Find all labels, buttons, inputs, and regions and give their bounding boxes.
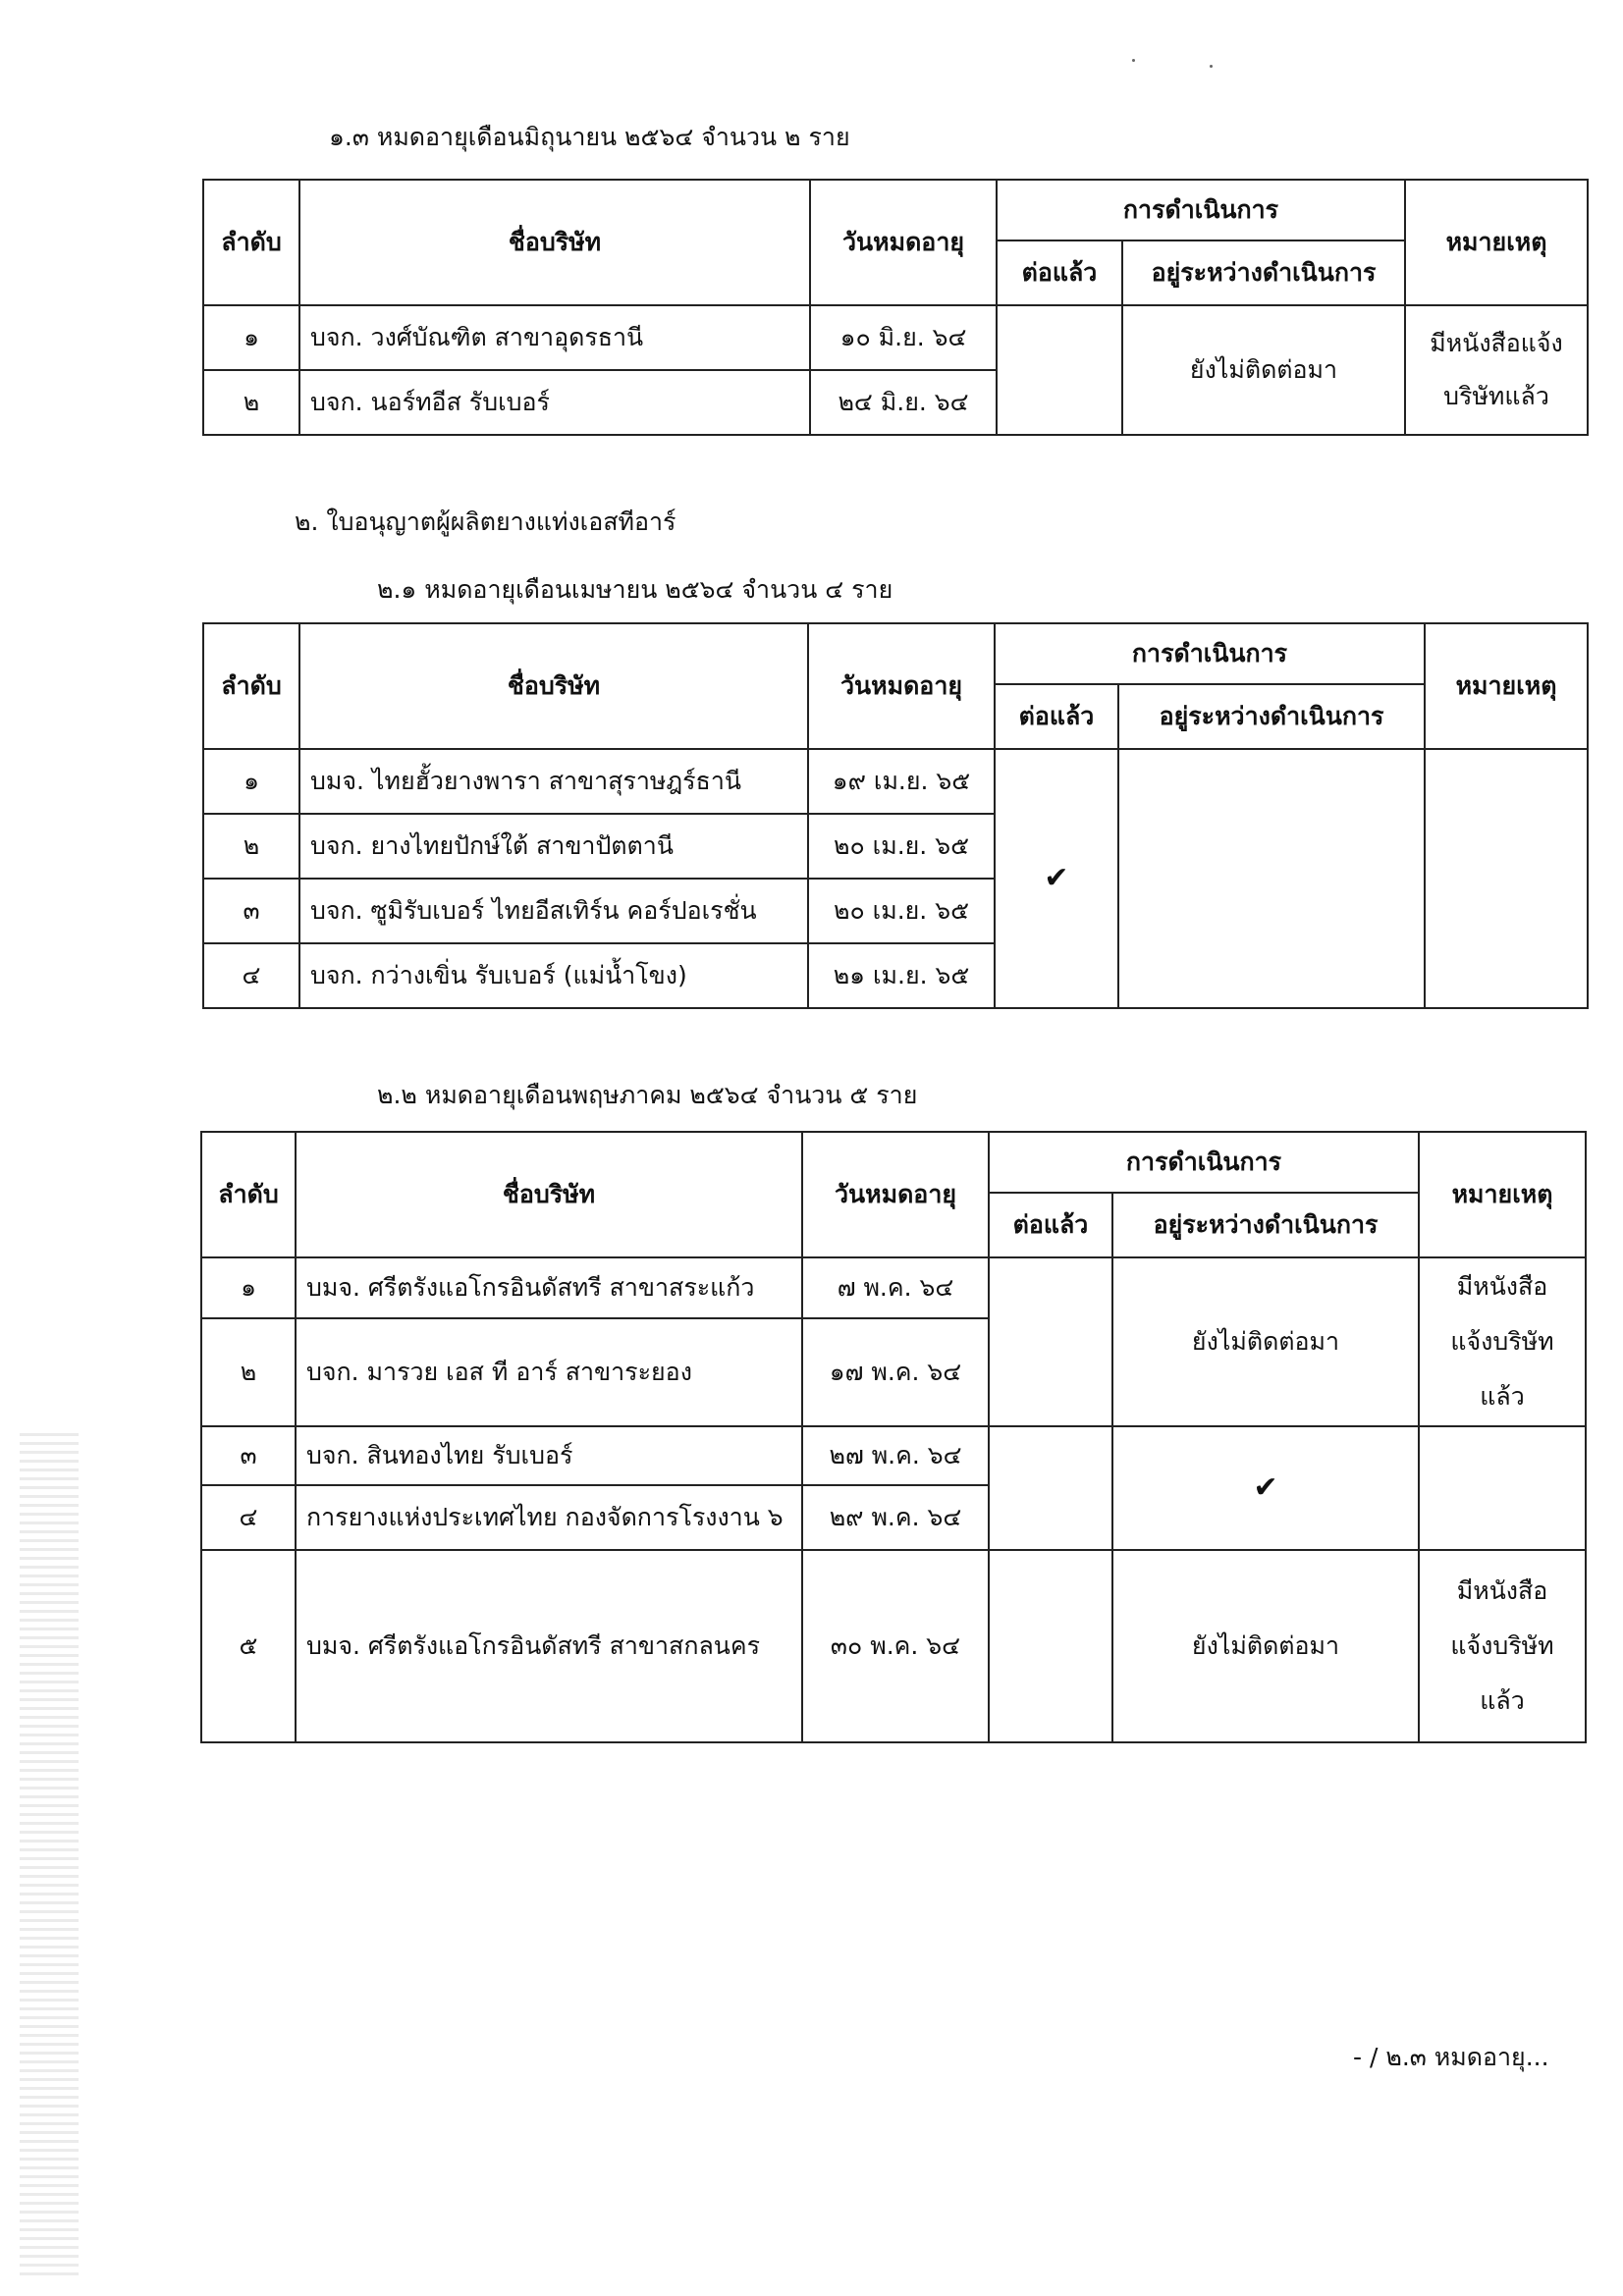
check-mark-icon: ✔ [1253, 1470, 1278, 1505]
row-expiry: ๒๙ พ.ค. ๖๔ [802, 1485, 989, 1550]
renewed-cell [989, 1550, 1112, 1742]
row-company: บจก. วงศ์บัณฑิต สาขาอุดรธานี [299, 305, 810, 370]
remark-line: แจ้งบริษัท [1450, 1327, 1554, 1356]
row-company: บจก. ซูมิรับเบอร์ ไทยอีสเทิร์น คอร์ปอเรชั่น [299, 879, 808, 943]
remark-line: มีหนังสือ [1456, 1272, 1548, 1301]
row-company: บมจ. ศรีตรังแอโกรอินดัสทรี สาขาสระแก้ว [296, 1257, 802, 1318]
row-no: ๒ [203, 814, 299, 879]
header-action: การดำเนินการ [995, 623, 1425, 684]
renewed-cell [997, 305, 1122, 435]
row-no: ๔ [201, 1485, 296, 1550]
section-2-heading: ๒. ใบอนุญาตผู้ผลิตยางแท่งเอสทีอาร์ [295, 507, 676, 536]
row-no: ๑ [201, 1257, 296, 1318]
row-no: ๔ [203, 943, 299, 1008]
header-in-progress: อยู่ระหว่างดำเนินการ [1112, 1193, 1419, 1257]
row-expiry: ๑๗ พ.ค. ๖๔ [802, 1318, 989, 1426]
header-action: การดำเนินการ [997, 180, 1405, 240]
row-company: บจก. กว่างเขิ่น รับเบอร์ (แม่น้ำโขง) [299, 943, 808, 1008]
in-progress-cell [1118, 749, 1425, 1008]
page-continuation-note: - / ๒.๓ หมดอายุ... [1353, 2043, 1549, 2071]
header-in-progress: อยู่ระหว่างดำเนินการ [1122, 240, 1405, 305]
header-no: ลำดับ [203, 623, 299, 749]
row-company: บมจ. ศรีตรังแอโกรอินดัสทรี สาขาสกลนคร [296, 1550, 802, 1742]
check-mark-icon: ✔ [1044, 861, 1069, 895]
row-company: บจก. ยางไทยปักษ์ใต้ สาขาปัตตานี [299, 814, 808, 879]
header-expiry: วันหมดอายุ [810, 180, 997, 305]
in-progress-cell: ยังไม่ติดต่อมา [1112, 1550, 1419, 1742]
remark-line: บริษัทแล้ว [1443, 382, 1549, 410]
header-expiry: วันหมดอายุ [808, 623, 995, 749]
header-company: ชื่อบริษัท [299, 623, 808, 749]
remark-line: มีหนังสือแจ้ง [1430, 329, 1563, 357]
row-no: ๑ [203, 749, 299, 814]
row-expiry: ๒๑ เม.ย. ๖๕ [808, 943, 995, 1008]
remark-cell [1419, 1426, 1586, 1550]
table-row [201, 1550, 1586, 1742]
renewed-cell [995, 749, 1118, 1008]
row-no: ๓ [203, 879, 299, 943]
remark-line: แล้ว [1480, 1382, 1525, 1411]
row-expiry: ๒๐ เม.ย. ๖๕ [808, 814, 995, 879]
row-no: ๒ [201, 1318, 296, 1426]
table-may-2564 [200, 1131, 1587, 1743]
table-row [203, 305, 1588, 370]
section-1-3-heading: ๑.๓ หมดอายุเดือนมิถุนายน ๒๕๖๔ จำนวน ๒ ราย [329, 123, 850, 151]
row-expiry: ๒๗ พ.ค. ๖๔ [802, 1426, 989, 1485]
scan-edge-noise [20, 1433, 79, 2277]
table-row [203, 749, 1588, 814]
header-no: ลำดับ [201, 1132, 296, 1257]
row-expiry: ๑๐ มิ.ย. ๖๔ [810, 305, 997, 370]
header-renewed: ต่อแล้ว [995, 684, 1118, 749]
table-row [201, 1426, 1586, 1485]
row-expiry: ๗ พ.ค. ๖๔ [802, 1257, 989, 1318]
header-expiry: วันหมดอายุ [802, 1132, 989, 1257]
in-progress-cell: ยังไม่ติดต่อมา [1112, 1257, 1419, 1426]
renewed-cell [989, 1257, 1112, 1426]
row-company: บจก. นอร์ทอีส รับเบอร์ [299, 370, 810, 435]
in-progress-cell: ยังไม่ติดต่อมา [1122, 305, 1405, 435]
table-april-2564 [202, 622, 1589, 1009]
header-no: ลำดับ [203, 180, 299, 305]
header-in-progress: อยู่ระหว่างดำเนินการ [1118, 684, 1425, 749]
table-row [201, 1257, 1586, 1318]
table-june-2564 [202, 179, 1589, 436]
remark-line: มีหนังสือ [1456, 1576, 1548, 1605]
row-no: ๓ [201, 1426, 296, 1485]
remark-cell [1425, 749, 1588, 1008]
remark-cell [1419, 1257, 1586, 1426]
section-2-2-heading: ๒.๒ หมดอายุเดือนพฤษภาคม ๒๕๖๔ จำนวน ๕ ราย [377, 1081, 918, 1109]
row-company: บจก. สินทองไทย รับเบอร์ [296, 1426, 802, 1485]
row-expiry: ๑๙ เม.ย. ๖๕ [808, 749, 995, 814]
remark-cell [1419, 1550, 1586, 1742]
header-renewed: ต่อแล้ว [989, 1193, 1112, 1257]
header-remark: หมายเหตุ [1405, 180, 1588, 305]
row-company: บจก. มารวย เอส ที อาร์ สาขาระยอง [296, 1318, 802, 1426]
row-no: ๒ [203, 370, 299, 435]
remark-line: แจ้งบริษัท [1450, 1631, 1554, 1660]
header-company: ชื่อบริษัท [299, 180, 810, 305]
row-expiry: ๒๔ มิ.ย. ๖๔ [810, 370, 997, 435]
remark-cell [1405, 305, 1588, 435]
header-company: ชื่อบริษัท [296, 1132, 802, 1257]
header-remark: หมายเหตุ [1419, 1132, 1586, 1257]
scan-speck [1132, 59, 1135, 62]
row-company: บมจ. ไทยฮั้วยางพารา สาขาสุราษฎร์ธานี [299, 749, 808, 814]
row-company: การยางแห่งประเทศไทย กองจัดการโรงงาน ๖ [296, 1485, 802, 1550]
in-progress-cell [1112, 1426, 1419, 1550]
row-no: ๕ [201, 1550, 296, 1742]
renewed-cell [989, 1426, 1112, 1550]
header-action: การดำเนินการ [989, 1132, 1419, 1193]
row-expiry: ๓๐ พ.ค. ๖๔ [802, 1550, 989, 1742]
row-no: ๑ [203, 305, 299, 370]
header-renewed: ต่อแล้ว [997, 240, 1122, 305]
row-expiry: ๒๐ เม.ย. ๖๕ [808, 879, 995, 943]
section-2-1-heading: ๒.๑ หมดอายุเดือนเมษายน ๒๕๖๔ จำนวน ๔ ราย [377, 575, 893, 604]
remark-line: แล้ว [1480, 1686, 1525, 1715]
scan-speck [1210, 65, 1213, 68]
header-remark: หมายเหตุ [1425, 623, 1588, 749]
